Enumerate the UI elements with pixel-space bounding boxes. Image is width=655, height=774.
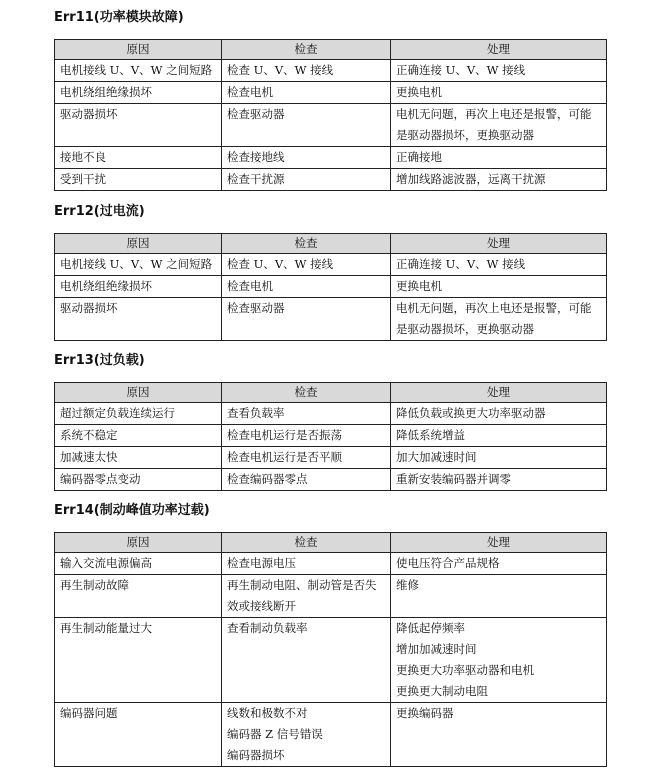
cause-cell: 编码器零点变动 xyxy=(55,469,222,491)
table-header-row xyxy=(55,533,607,553)
table-row xyxy=(55,147,607,169)
action-cell: 加大加减速时间 xyxy=(391,447,607,469)
cause-cell: 再生制动能量过大 xyxy=(55,618,222,703)
check-cell: 线数和极数不对 编码器 Z 信号错误 编码器损坏 xyxy=(222,703,391,767)
cause-cell: 电机接线 U、V、W 之间短路 xyxy=(55,60,222,82)
action-cell: 降低负载或换更大功率驱动器 xyxy=(391,403,607,425)
table-row xyxy=(55,82,607,104)
check-cell: 查看负载率 xyxy=(222,403,391,425)
cause-cell: 电机接线 U、V、W 之间短路 xyxy=(55,254,222,276)
action-cell: 电机无问题，再次上电还是报警，可能 是驱动器损坏，更换驱动器 xyxy=(391,298,607,341)
table-err12 xyxy=(54,233,607,341)
header-check: 检查 xyxy=(222,40,391,60)
table-row xyxy=(55,575,607,618)
table-header-row xyxy=(55,40,607,60)
table-row xyxy=(55,104,607,147)
header-check: 检查 xyxy=(222,533,391,553)
header-check: 检查 xyxy=(222,234,391,254)
action-cell: 更换电机 xyxy=(391,276,607,298)
check-cell: 检查驱动器 xyxy=(222,104,391,147)
header-cause: 原因 xyxy=(55,40,222,60)
table-row xyxy=(55,403,607,425)
action-cell: 增加线路滤波器，远离干扰源 xyxy=(391,169,607,191)
check-cell: 查看制动负载率 xyxy=(222,618,391,703)
table-err14 xyxy=(54,532,607,767)
check-cell: 检查电机运行是否平顺 xyxy=(222,447,391,469)
cause-cell: 接地不良 xyxy=(55,147,222,169)
action-cell: 更换编码器 xyxy=(391,703,607,767)
header-cause: 原因 xyxy=(55,234,222,254)
action-cell: 使电压符合产品规格 xyxy=(391,553,607,575)
header-action: 处理 xyxy=(391,383,607,403)
check-cell: 检查干扰源 xyxy=(222,169,391,191)
cause-cell: 驱动器损坏 xyxy=(55,298,222,341)
action-cell: 降低系统增益 xyxy=(391,425,607,447)
check-cell: 检查编码器零点 xyxy=(222,469,391,491)
action-cell: 正确连接 U、V、W 接线 xyxy=(391,254,607,276)
table-row xyxy=(55,298,607,341)
cause-cell: 电机绕组绝缘损坏 xyxy=(55,82,222,104)
table-header-row xyxy=(55,234,607,254)
cause-cell: 系统不稳定 xyxy=(55,425,222,447)
header-check: 检查 xyxy=(222,383,391,403)
header-cause: 原因 xyxy=(55,383,222,403)
table-row xyxy=(55,703,607,767)
table-row xyxy=(55,469,607,491)
table-row xyxy=(55,276,607,298)
action-cell: 正确连接 U、V、W 接线 xyxy=(391,60,607,82)
table-row xyxy=(55,618,607,703)
cause-cell: 再生制动故障 xyxy=(55,575,222,618)
table-err11 xyxy=(54,39,607,191)
check-cell: 再生制动电阻、制动管是否失 效或接线断开 xyxy=(222,575,391,618)
table-row xyxy=(55,425,607,447)
check-cell: 检查电源电压 xyxy=(222,553,391,575)
check-cell: 检查接地线 xyxy=(222,147,391,169)
action-cell: 正确接地 xyxy=(391,147,607,169)
cause-cell: 受到干扰 xyxy=(55,169,222,191)
cause-cell: 驱动器损坏 xyxy=(55,104,222,147)
table-header-row xyxy=(55,383,607,403)
section-title-err13: Err13(过负载) xyxy=(54,353,145,368)
check-cell: 检查 U、V、W 接线 xyxy=(222,60,391,82)
header-action: 处理 xyxy=(391,533,607,553)
cause-cell: 电机绕组绝缘损坏 xyxy=(55,276,222,298)
cause-cell: 编码器问题 xyxy=(55,703,222,767)
action-cell: 更换电机 xyxy=(391,82,607,104)
action-cell: 降低起停频率 增加加减速时间 更换更大功率驱动器和电机 更换更大制动电阻 xyxy=(391,618,607,703)
check-cell: 检查 U、V、W 接线 xyxy=(222,254,391,276)
table-err13 xyxy=(54,382,607,491)
cause-cell: 输入交流电源偏高 xyxy=(55,553,222,575)
header-cause: 原因 xyxy=(55,533,222,553)
table-row xyxy=(55,169,607,191)
cause-cell: 超过额定负载连续运行 xyxy=(55,403,222,425)
table-row xyxy=(55,60,607,82)
header-action: 处理 xyxy=(391,234,607,254)
table-row xyxy=(55,553,607,575)
section-title-err14: Err14(制动峰值功率过载) xyxy=(54,503,210,518)
section-title-err11: Err11(功率模块故障) xyxy=(54,10,184,25)
cause-cell: 加减速太快 xyxy=(55,447,222,469)
check-cell: 检查电机 xyxy=(222,276,391,298)
header-action: 处理 xyxy=(391,40,607,60)
action-cell: 电机无问题，再次上电还是报警，可能 是驱动器损坏，更换驱动器 xyxy=(391,104,607,147)
table-row xyxy=(55,254,607,276)
table-row xyxy=(55,447,607,469)
action-cell: 重新安装编码器并调零 xyxy=(391,469,607,491)
section-title-err12: Err12(过电流) xyxy=(54,204,145,219)
check-cell: 检查电机 xyxy=(222,82,391,104)
check-cell: 检查电机运行是否振荡 xyxy=(222,425,391,447)
action-cell: 维修 xyxy=(391,575,607,618)
check-cell: 检查驱动器 xyxy=(222,298,391,341)
